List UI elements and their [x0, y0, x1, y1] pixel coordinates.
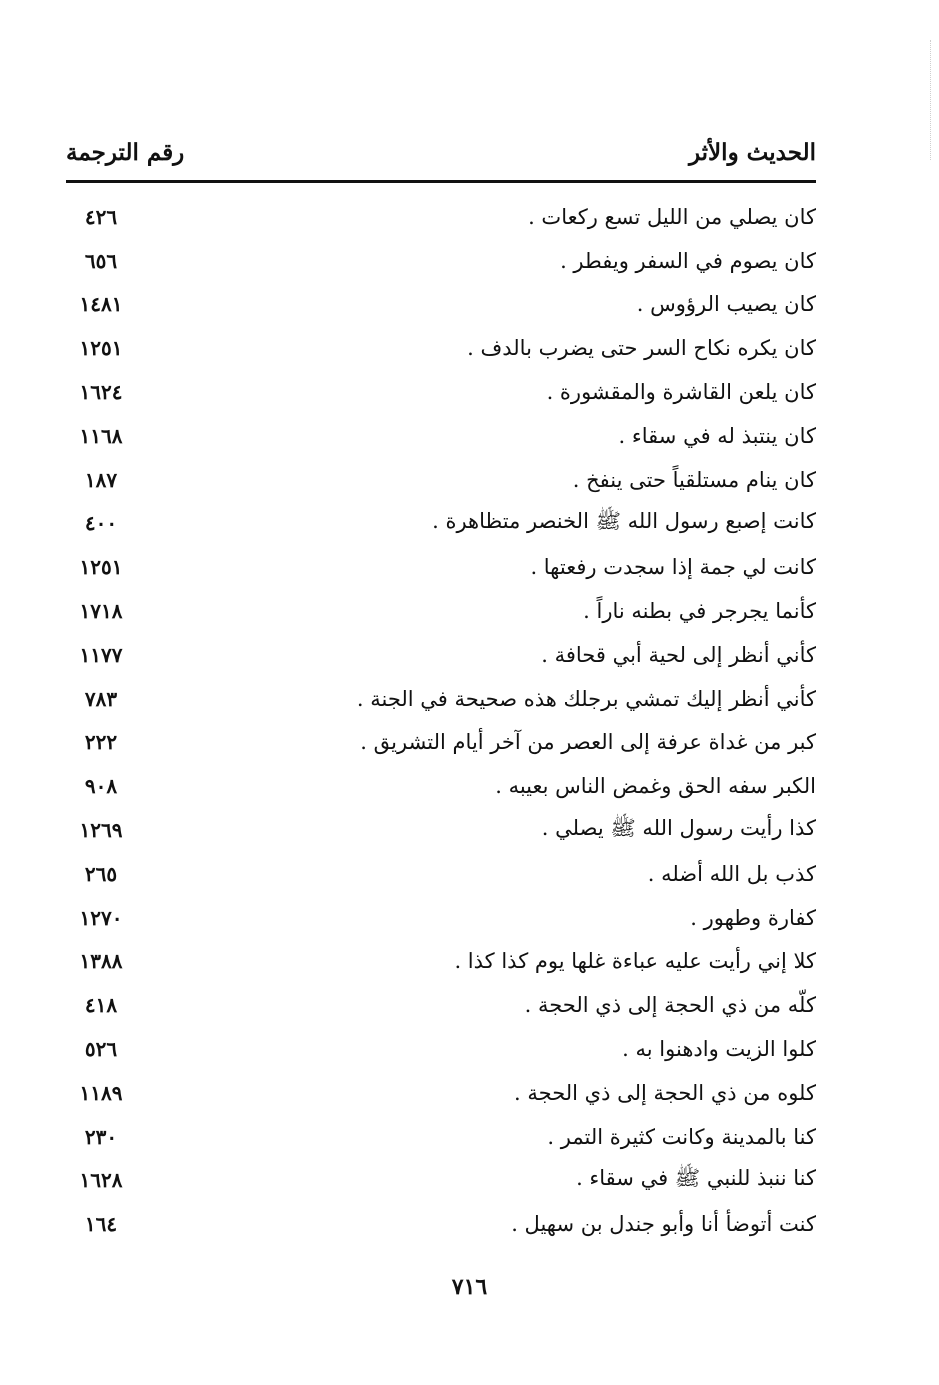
header-title-hadith: الحديث والأثر: [688, 138, 816, 166]
page-edge-marks: [928, 40, 931, 160]
index-entry: [66, 502, 816, 546]
entry-text: كان يصيب الرؤوس .: [636, 292, 816, 317]
entry-number: ١٦٤: [84, 1212, 118, 1237]
hadith-index-list: [66, 195, 816, 1246]
entry-text: كنا ننبذ للنبي ﷺ في سقاء .: [576, 1165, 816, 1190]
entry-text: كان يلعن القاشرة والمقشورة .: [546, 380, 816, 405]
index-entry: [66, 1202, 816, 1246]
entry-text: كان ينتبذ له في سقاء .: [618, 423, 816, 448]
entry-text: كلا إني رأيت عليه عباءة غلها يوم كذا كذا .: [454, 949, 816, 974]
index-entry: [66, 414, 816, 458]
entry-number: ٩٠٨: [84, 774, 118, 799]
header-rule: [66, 180, 816, 183]
index-entry: [66, 239, 816, 283]
entry-text: كأني أنظر إليك تمشي برجلك هذه صحيحة في الجنة .: [356, 686, 816, 711]
entry-number: ٤١٨: [84, 993, 118, 1018]
entry-number: ١١٧٧: [79, 642, 123, 667]
entry-number: ١٦٢٨: [79, 1168, 123, 1193]
entry-number: ٢٣٠: [84, 1124, 118, 1149]
entry-number: ١٦٢٤: [79, 380, 123, 405]
entry-number: ١١٦٨: [79, 423, 123, 448]
index-entry: [66, 983, 816, 1027]
index-entry: [66, 1071, 816, 1115]
entry-number: ٤٠٠: [84, 511, 118, 536]
index-entry: [66, 896, 816, 940]
index-entry: [66, 458, 816, 502]
entry-text: كنت أتوضأ أنا وأبو جندل بن سهيل .: [511, 1212, 816, 1237]
entry-text: كلوا الزيت وادهنوا به .: [622, 1037, 816, 1062]
index-entry: [66, 283, 816, 327]
index-entry: [66, 589, 816, 633]
entry-text: كلّه من ذي الحجة إلى ذي الحجة .: [524, 993, 816, 1018]
entry-number: ١٢٦٩: [79, 818, 123, 843]
entry-text: كذا رأيت رسول الله ﷺ يصلي .: [541, 815, 816, 840]
entry-number: ١٢٥١: [79, 555, 123, 580]
entry-number: ٧٨٣: [84, 686, 118, 711]
entry-number: ١٢٧٠: [79, 905, 123, 930]
entry-number: ١١٨٩: [79, 1080, 123, 1105]
entry-number: ٤٢٦: [84, 204, 118, 229]
entry-text: كان يصلي من الليل تسع ركعات .: [528, 204, 816, 229]
entry-text: الكبر سفه الحق وغمض الناس بعيبه .: [495, 774, 816, 799]
index-entry: [66, 326, 816, 370]
index-entry: [66, 1115, 816, 1159]
entry-text: كان ينام مستلقياً حتى ينفخ .: [572, 467, 816, 492]
index-entry: [66, 764, 816, 808]
index-entry: [66, 633, 816, 677]
entry-text: كانت لي جمة إذا سجدت رفعتها .: [530, 555, 816, 580]
entry-number: ١٨٧: [84, 467, 118, 492]
index-entry: [66, 1027, 816, 1071]
entry-number: ٥٢٦: [84, 1037, 118, 1062]
entry-number: ١٤٨١: [79, 292, 123, 317]
entry-text: كفارة وطهور .: [690, 905, 816, 930]
entry-text: كان يصوم في السفر ويفطر .: [560, 248, 816, 273]
entry-text: كذب بل الله أضله .: [647, 861, 816, 886]
entry-number: ١٢٥١: [79, 336, 123, 361]
entry-text: كأنما يجرجر في بطنه ناراً .: [583, 599, 816, 624]
entry-number: ١٣٨٨: [79, 949, 123, 974]
entry-text: كانت إصبع رسول الله ﷺ الخنصر متظاهرة .: [432, 508, 816, 533]
header-title-number: رقم الترجمة: [66, 138, 185, 166]
entry-text: كأني أنظر إلى لحية أبي قحافة .: [541, 642, 816, 667]
entry-text: كلوه من ذي الحجة إلى ذي الحجة .: [514, 1080, 816, 1105]
index-entry: [66, 852, 816, 896]
entry-text: كان يكره نكاح السر حتى يضرب بالدف .: [467, 336, 816, 361]
index-entry: [66, 1159, 816, 1203]
index-entry: [66, 677, 816, 721]
page-number: ٧١٦: [451, 1274, 488, 1300]
entry-number: ١٧١٨: [79, 599, 123, 624]
entry-number: ٢٦٥: [84, 861, 118, 886]
index-entry: [66, 808, 816, 852]
index-entry: [66, 545, 816, 589]
page-header: [66, 132, 816, 172]
entry-number: ٦٥٦: [84, 248, 118, 273]
index-entry: [66, 940, 816, 984]
entry-text: كنا بالمدينة وكانت كثيرة التمر .: [547, 1124, 816, 1149]
entry-number: ٢٢٢: [84, 730, 118, 755]
index-entry: [66, 721, 816, 765]
index-entry: [66, 370, 816, 414]
index-entry: [66, 195, 816, 239]
entry-text: كبر من غداة عرفة إلى العصر من آخر أيام التشريق .: [360, 730, 816, 755]
